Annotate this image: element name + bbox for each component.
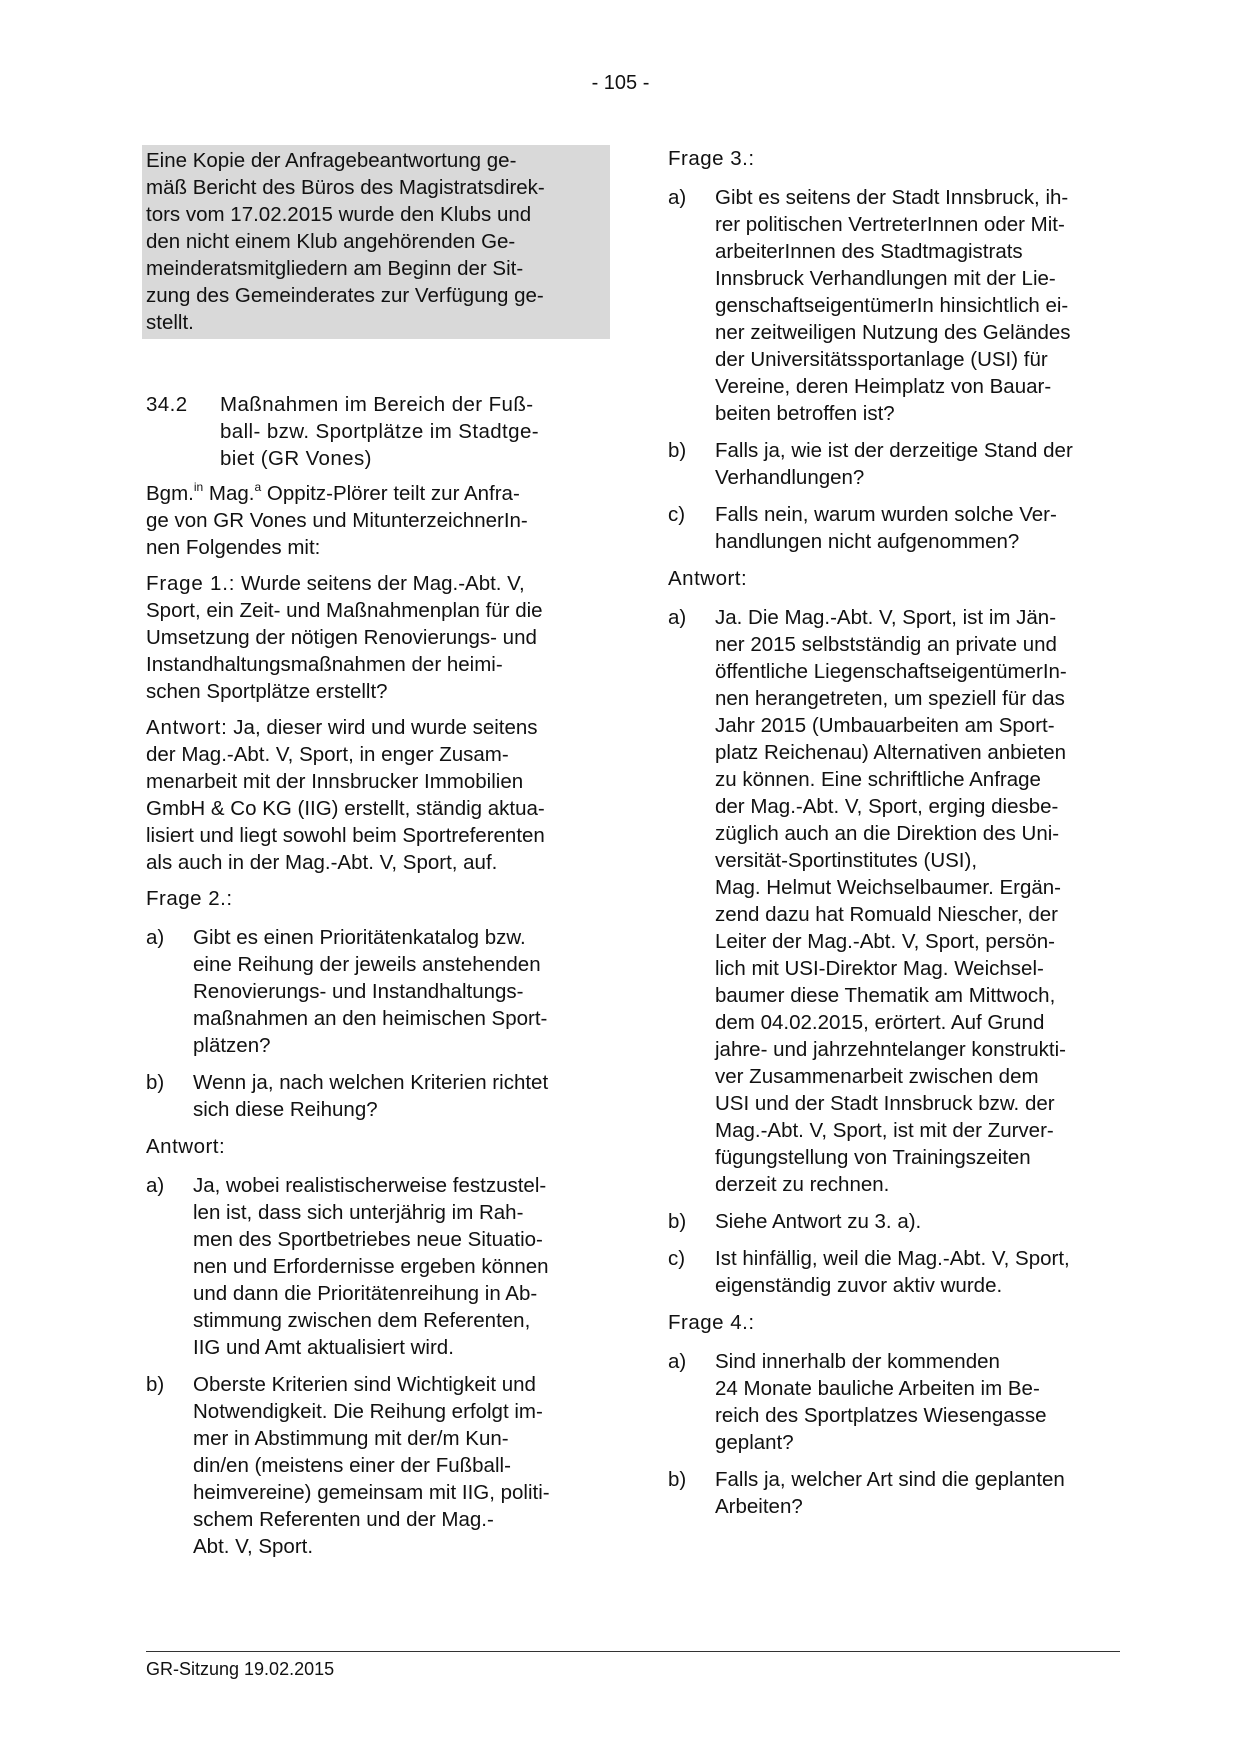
intro-line: nen Folgendes mit: (146, 536, 321, 559)
antwort1-line: lisiert und liegt sowohl beim Sportreferenten (146, 824, 545, 847)
antwort2-list (146, 1172, 606, 1560)
list-marker: a) (668, 1350, 687, 1373)
list-text (715, 604, 1128, 1198)
info-box (142, 145, 610, 339)
list-text (715, 1208, 1128, 1235)
list-line: Mag. Helmut Weichselbaumer. Ergän- (715, 876, 1061, 899)
list-line: men des Sportbetriebes neue Situatio- (193, 1228, 543, 1251)
list-line: handlungen nicht aufgenommen? (715, 530, 1020, 553)
list-item (668, 1208, 1128, 1235)
frage1-line: Wurde seitens der Mag.-Abt. V, (235, 572, 525, 595)
list-item (146, 1172, 606, 1361)
list-line: IIG und Amt aktualisiert wird. (193, 1336, 454, 1359)
antwort1-label: Antwort: (146, 716, 228, 739)
list-item (146, 1069, 606, 1123)
frage3-label: Frage 3.: (668, 147, 755, 170)
antwort1-paragraph (146, 714, 606, 876)
box-line: zung des Gemeinderates zur Verfügung ge- (146, 284, 544, 307)
frage1-paragraph (146, 570, 606, 705)
list-line: eine Reihung der jeweils anstehenden (193, 953, 541, 976)
list-line: Gibt es seitens der Stadt Innsbruck, ih- (715, 186, 1069, 209)
list-text (715, 437, 1128, 491)
section-title-line: biet (GR Vones) (220, 447, 372, 470)
list-marker: b) (146, 1373, 165, 1396)
list-marker: a) (146, 926, 165, 949)
list-marker: a) (668, 186, 687, 209)
list-item (668, 1348, 1128, 1456)
left-column (146, 145, 606, 1570)
list-marker: b) (668, 1210, 687, 1233)
antwort1-line: GmbH & Co KG (IIG) erstellt, ständig aktua- (146, 797, 545, 820)
frage4-list (668, 1348, 1128, 1520)
antwort1-line: menarbeit mit der Innsbrucker Immobilien (146, 770, 524, 793)
section-number: 34.2 (146, 393, 188, 416)
list-line: Wenn ja, nach welchen Kriterien richtet (193, 1071, 549, 1094)
list-line: Innsbruck Verhandlungen mit der Lie- (715, 267, 1056, 290)
list-item (668, 184, 1128, 427)
list-text (193, 1172, 606, 1361)
list-line: derzeit zu rechnen. (715, 1173, 890, 1196)
list-line: Falls nein, warum wurden solche Ver- (715, 503, 1057, 526)
list-item (146, 1371, 606, 1560)
box-line: Eine Kopie der Anfragebeantwortung ge- (146, 149, 517, 172)
list-line: öffentliche LiegenschaftseigentümerIn- (715, 660, 1067, 683)
list-line: maßnahmen an den heimischen Sport- (193, 1007, 548, 1030)
list-line: nen herangetreten, um speziell für das (715, 687, 1065, 710)
intro-line: ge von GR Vones und MitunterzeichnerIn- (146, 509, 528, 532)
section-title-line: Maßnahmen im Bereich der Fuß- (220, 393, 534, 416)
list-line: arbeiterInnen des Stadtmagistrats (715, 240, 1023, 263)
list-marker: c) (668, 1247, 686, 1270)
list-line: züglich auch an die Direktion des Uni- (715, 822, 1060, 845)
frage2-label: Frage 2.: (146, 887, 233, 910)
list-text (193, 1371, 606, 1560)
list-line: stimmung zwischen dem Referenten, (193, 1309, 531, 1332)
frage1-line: schen Sportplätze erstellt? (146, 680, 388, 703)
list-line: Notwendigkeit. Die Reihung erfolgt im- (193, 1400, 543, 1423)
frage1-line: Sport, ein Zeit- und Maßnahmenplan für die (146, 599, 543, 622)
antwort3-list (668, 604, 1128, 1299)
list-line: Falls ja, welcher Art sind die geplanten (715, 1468, 1065, 1491)
list-line: Vereine, deren Heimplatz von Bauar- (715, 375, 1052, 398)
section-title (220, 391, 606, 472)
frage1-label: Frage 1.: (146, 572, 236, 595)
list-text (715, 1348, 1128, 1456)
list-line: dem 04.02.2015, erörtert. Auf Grund (715, 1011, 1045, 1034)
list-item (668, 501, 1128, 555)
box-line: tors vom 17.02.2015 wurde den Klubs und (146, 203, 532, 226)
list-line: eigenständig zuvor aktiv wurde. (715, 1274, 1003, 1297)
box-line: stellt. (146, 311, 194, 334)
list-text (193, 924, 606, 1059)
list-marker: b) (668, 439, 687, 462)
list-marker: b) (668, 1468, 687, 1491)
intro-text: Bgm.$^{in}$ Mag.$^a$ Oppitz-Plörer teilt zur Anfra- (146, 480, 520, 505)
list-line: heimvereine) gemeinsam mit IIG, politi- (193, 1481, 550, 1504)
list-line: schem Referenten und der Mag.- (193, 1508, 494, 1531)
list-line: zend dazu hat Romuald Niescher, der (715, 903, 1059, 926)
page-number: - 105 - (591, 72, 650, 94)
list-line: fügungstellung von Trainingszeiten (715, 1146, 1031, 1169)
list-line: Falls ja, wie ist der derzeitige Stand der (715, 439, 1073, 462)
list-marker: b) (146, 1071, 165, 1094)
box-line: mäß Bericht des Büros des Magistratsdirek- (146, 176, 545, 199)
list-line: zu können. Eine schriftliche Anfrage (715, 768, 1041, 791)
list-line: reich des Sportplatzes Wiesengasse (715, 1404, 1047, 1427)
list-line: Oberste Kriterien sind Wichtigkeit und (193, 1373, 536, 1396)
list-line: genschaftseigentümerIn hinsichtlich ei- (715, 294, 1069, 317)
list-line: geplant? (715, 1431, 794, 1454)
list-line: Verhandlungen? (715, 466, 865, 489)
list-line: sich diese Reihung? (193, 1098, 378, 1121)
section-heading (146, 391, 606, 472)
antwort2-label: Antwort: (146, 1135, 226, 1158)
list-line: Mag.-Abt. V, Sport, ist mit der Zurver- (715, 1119, 1054, 1142)
list-line: mer in Abstimmung mit der/m Kun- (193, 1427, 509, 1450)
list-line: Ja. Die Mag.-Abt. V, Sport, ist im Jän- (715, 606, 1057, 629)
intro-paragraph (146, 480, 606, 561)
list-line: Siehe Antwort zu 3. a). (715, 1210, 922, 1233)
list-item (668, 437, 1128, 491)
footer-text: GR-Sitzung 19.02.2015 (146, 1659, 335, 1679)
antwort1-line: der Mag.-Abt. V, Sport, in enger Zusam- (146, 743, 509, 766)
frage1-line: Instandhaltungsmaßnahmen der heimi- (146, 653, 503, 676)
list-line: Leiter der Mag.-Abt. V, Sport, persön- (715, 930, 1055, 953)
frage2-list (146, 924, 606, 1123)
frage3-list (668, 184, 1128, 555)
list-line: ver Zusammenarbeit zwischen dem (715, 1065, 1039, 1088)
list-line: platz Reichenau) Alternativen anbieten (715, 741, 1067, 764)
list-line: Jahr 2015 (Umbauarbeiten am Sport- (715, 714, 1055, 737)
list-line: beiten betroffen ist? (715, 402, 895, 425)
footer-divider (146, 1651, 1120, 1652)
list-line: ner zeitweiligen Nutzung des Geländes (715, 321, 1071, 344)
box-line: den nicht einem Klub angehörenden Ge- (146, 230, 516, 253)
list-line: baumer diese Thematik am Mittwoch, (715, 984, 1056, 1007)
list-item (668, 1245, 1128, 1299)
list-item (668, 1466, 1128, 1520)
list-line: 24 Monate bauliche Arbeiten im Be- (715, 1377, 1040, 1400)
antwort3-label: Antwort: (668, 567, 748, 590)
list-item (668, 604, 1128, 1198)
list-text (715, 501, 1128, 555)
list-line: Arbeiten? (715, 1495, 803, 1518)
list-line: ner 2015 selbstständig an private und (715, 633, 1057, 656)
list-marker: a) (146, 1174, 165, 1197)
list-line: Sind innerhalb der kommenden (715, 1350, 1000, 1373)
list-line: lich mit USI-Direktor Mag. Weichsel- (715, 957, 1044, 980)
list-line: Abt. V, Sport. (193, 1535, 314, 1558)
list-line: len ist, dass sich unterjährig im Rah- (193, 1201, 524, 1224)
antwort1-line: Ja, dieser wird und wurde seitens (227, 716, 538, 739)
list-text (715, 1466, 1128, 1520)
list-line: nen und Erfordernisse ergeben können (193, 1255, 549, 1278)
list-line: plätzen? (193, 1034, 271, 1057)
list-line: jahre- und jahrzehntelanger konstrukti- (715, 1038, 1066, 1061)
list-line: din/en (meistens einer der Fußball- (193, 1454, 511, 1477)
section-title-line: ball- bzw. Sportplätze im Stadtge- (220, 420, 539, 443)
list-marker: a) (668, 606, 687, 629)
list-line: Ist hinfällig, weil die Mag.-Abt. V, Sport, (715, 1247, 1070, 1270)
list-text (193, 1069, 606, 1123)
frage1-line: Umsetzung der nötigen Renovierungs- und (146, 626, 537, 649)
list-text (715, 184, 1128, 427)
frage4-label: Frage 4.: (668, 1311, 755, 1334)
list-line: Renovierungs- und Instandhaltungs- (193, 980, 524, 1003)
right-column (668, 145, 1128, 1530)
list-item (146, 924, 606, 1059)
list-line: rer politischen VertreterInnen oder Mit- (715, 213, 1065, 236)
list-line: Ja, wobei realistischerweise festzustel- (193, 1174, 547, 1197)
box-line: meinderatsmitgliedern am Beginn der Sit- (146, 257, 524, 280)
list-text (715, 1245, 1128, 1299)
list-line: der Universitätssportanlage (USI) für (715, 348, 1048, 371)
list-line: der Mag.-Abt. V, Sport, erging diesbe- (715, 795, 1059, 818)
list-line: versität-Sportinstitutes (USI), (715, 849, 978, 872)
antwort1-line: als auch in der Mag.-Abt. V, Sport, auf. (146, 851, 498, 874)
list-line: und dann die Prioritätenreihung in Ab- (193, 1282, 538, 1305)
list-marker: c) (668, 503, 686, 526)
list-line: USI und der Stadt Innsbruck bzw. der (715, 1092, 1055, 1115)
list-line: Gibt es einen Prioritätenkatalog bzw. (193, 926, 526, 949)
